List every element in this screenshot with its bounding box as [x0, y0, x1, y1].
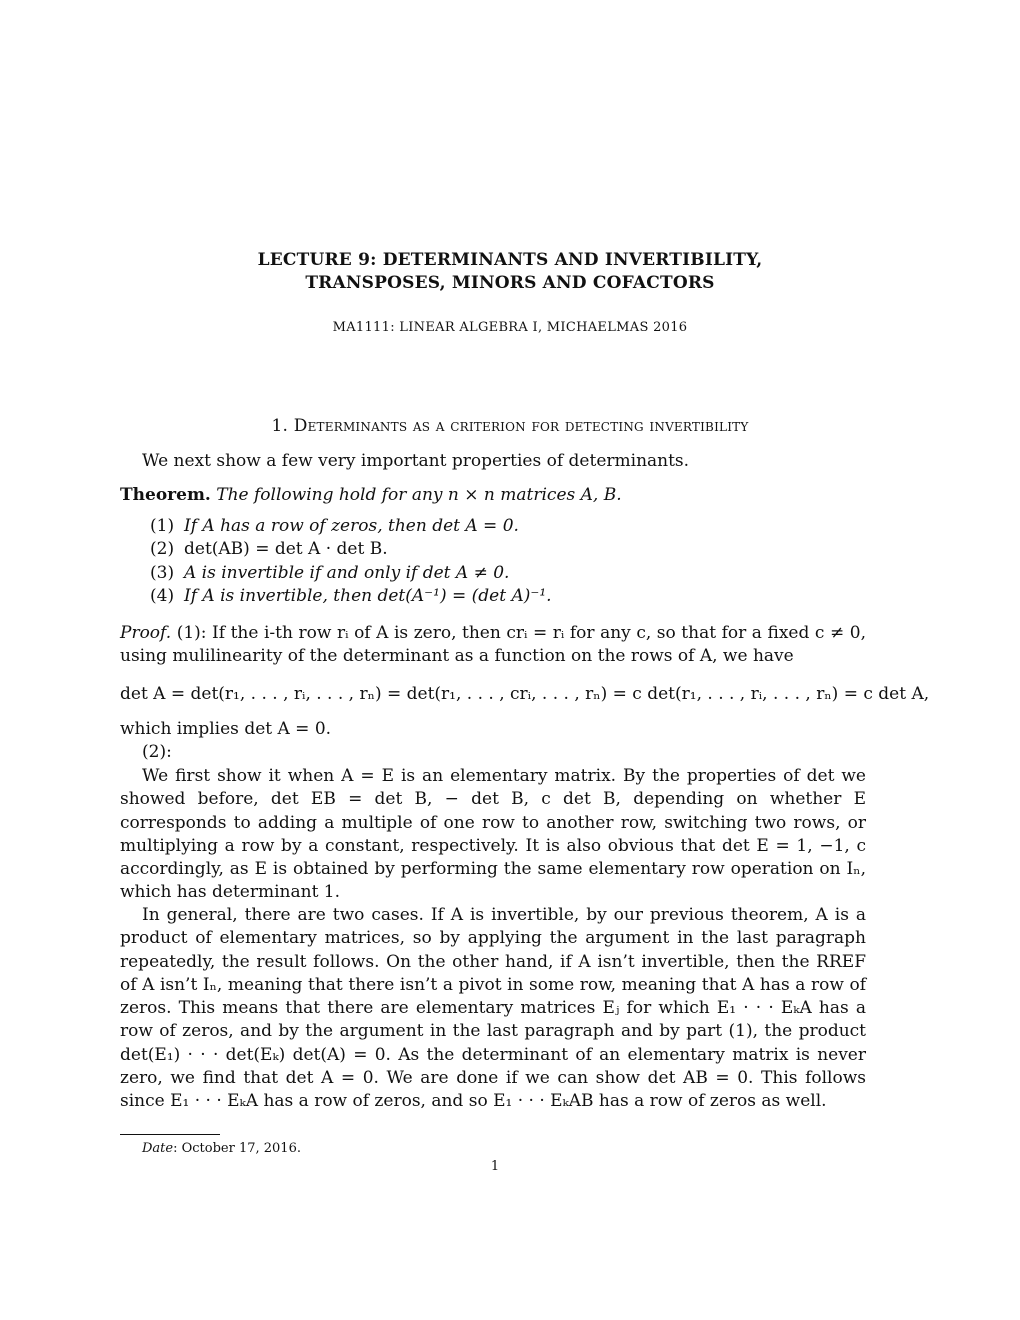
section-heading: 1. Determinants as a criterion for detecting invertibility: [271, 416, 749, 436]
footnote: [142, 1140, 301, 1158]
theorem-items: [150, 515, 850, 608]
after-display-text: which implies det A = 0.: [120, 719, 332, 739]
proof-part-2-label: (2):: [142, 742, 172, 762]
course-subtitle: MA1111: LINEAR ALGEBRA I, MICHAELMAS 2016: [332, 320, 688, 335]
item-text: det(AB) = det A · det B.: [184, 539, 388, 560]
theorem-statement: The following hold for any n × n matrices A, B.: [216, 485, 622, 505]
theorem-header: [120, 484, 866, 507]
footnote-text: : October 17, 2016.: [173, 1141, 301, 1156]
theorem-item: [150, 538, 850, 561]
item-text: If A has a row of zeros, then det A = 0.: [184, 516, 519, 536]
footnote-rule: [120, 1134, 220, 1135]
theorem-label: Theorem.: [120, 485, 211, 505]
proof-part-1: [120, 622, 866, 669]
paper-title-line-2: TRANSPOSES, MINORS AND COFACTORS: [305, 273, 715, 293]
theorem-item: [150, 562, 850, 585]
item-number: (3): [150, 562, 175, 583]
paragraph-elementary-case: We first show it when A = E is an elementary matrix. By the properties of det we showed before, det EB = det B, − det B, c det B, depending on whether E corresponds to adding a multiple of one row to another row, switching two rows, or multiplying a row by a constant, respectively. It is also obvious that det E = 1, −1, c accordingly, as E is obtained by performing the same elementary row operation on Iₙ, which has determinant 1.: [120, 766, 866, 903]
theorem-item: [150, 585, 850, 608]
item-number: (4): [150, 585, 175, 606]
item-text: If A is invertible, then det(A⁻¹) = (det A)⁻¹.: [184, 585, 552, 606]
paragraph-general-case: In general, there are two cases. If A is invertible, by our previous theorem, A is a product of elementary matrices, so by applying the argument in the last paragraph repeatedly, the result follows. On the other hand, if A isn’t invertible, then the RREF of A isn’t Iₙ, meaning that there isn’t a pivot in some row, meaning that A has a row of zeros. This means that there are elementary matrices Eⱼ for which E₁ · · · EₖA has a row of zeros, and by the argument in the last paragraph and by part (1), the product det(E₁) · · · det(Eₖ) det(A) = 0. As the determinant of an elementary matrix is never zero, we find that det A = 0. We are done if we can show det AB = 0. This follows since E₁ · · · EₖA has a row of zeros, and so E₁ · · · EₖAB has a row of zeros as well.: [120, 905, 866, 1112]
item-number: (1): [150, 516, 175, 536]
proof-label: Proof.: [120, 623, 172, 643]
display-equation: det A = det(r₁, . . . , rᵢ, . . . , rₙ) = det(r₁, . . . , crᵢ, . . . , rₙ) = c det(r₁, . . . , rᵢ, . . . , rₙ) = c det A,: [120, 684, 930, 704]
paper-title-line-1: LECTURE 9: DETERMINANTS AND INVERTIBILITY,: [257, 250, 763, 270]
page-number: 1: [490, 1159, 500, 1174]
footnote-label: Date: [142, 1141, 174, 1156]
item-number: (2): [150, 539, 175, 560]
item-text: A is invertible if and only if det A ≠ 0.: [184, 562, 510, 583]
proof-part-1-text: (1): If the i-th row rᵢ of A is zero, then crᵢ = rᵢ for any c, so that for a fixed c ≠ 0, using mulilinearity of the determinant as a function on the rows of A, we have: [120, 623, 867, 667]
theorem-item: [150, 515, 850, 538]
intro-paragraph: We next show a few very important properties of determinants.: [142, 451, 690, 471]
